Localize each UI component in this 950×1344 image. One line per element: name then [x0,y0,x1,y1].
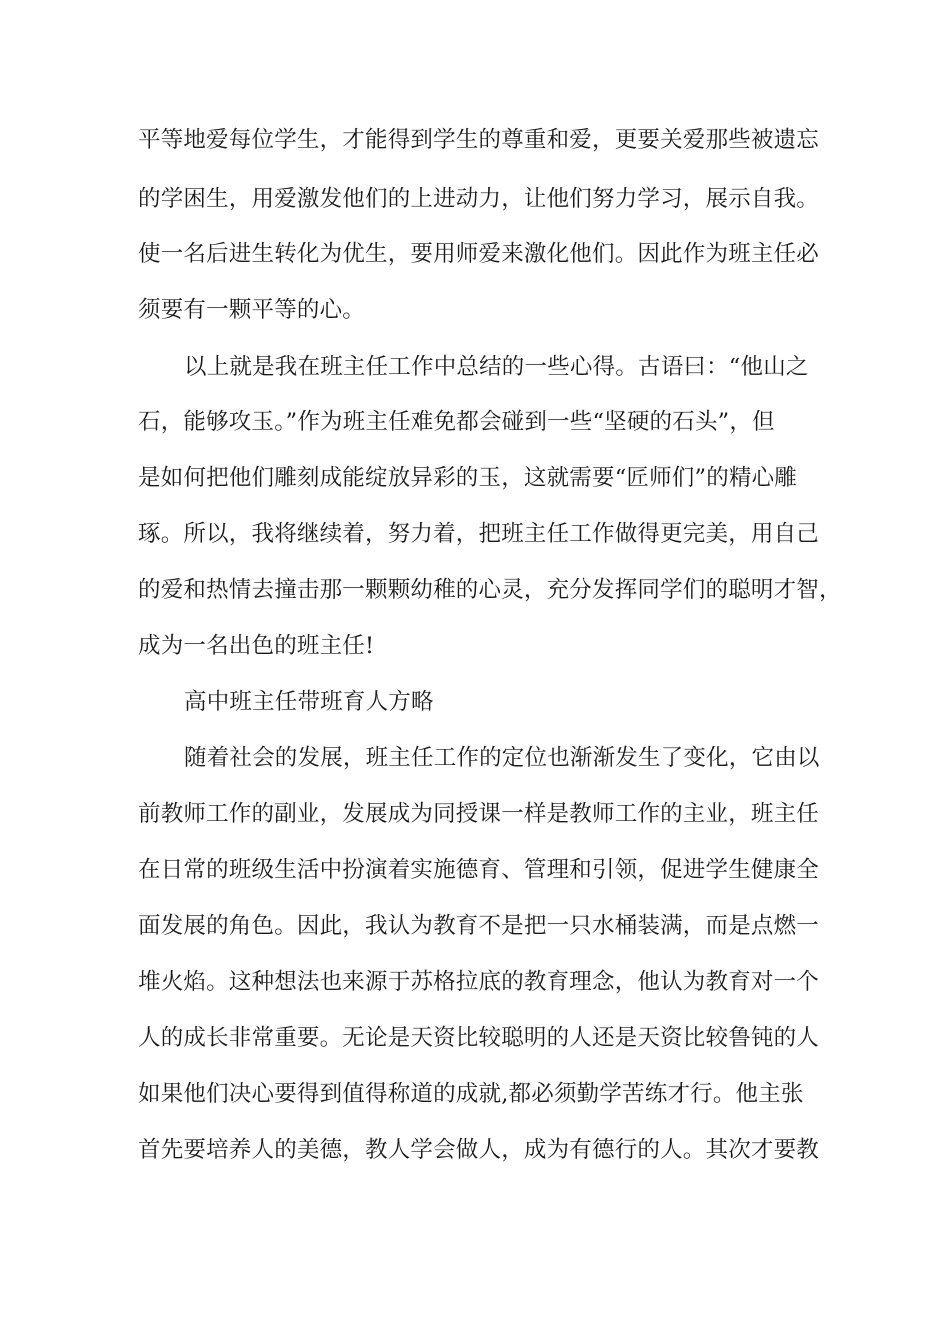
paragraph-first-line: 以上就是我在班主任工作中总结的一些心得。古语曰：“他山之 [184,354,809,380]
text-line: 须要有一颗平等的心。 [138,297,366,323]
text-line: 如果他们决心要得到值得称道的成就,都必须勤学苦练才行。他主张 [138,1081,804,1107]
text-line: 平等地爱每位学生，才能得到学生的尊重和爱，更要关爱那些被遗忘 [138,127,820,153]
text-line: 成为一名出色的班主任! [138,633,375,659]
text-line: 琢。所以，我将继续着，努力着，把班主任工作做得更完美，用自己 [138,521,820,547]
text-line: 面发展的角色。因此，我认为教育不是把一只水桶装满，而是点燃一 [138,913,820,939]
text-line: 首先要培养人的美德，教人学会做人，成为有德行的人。其次才要教 [138,1137,820,1163]
text-line: 在日常的班级生活中扮演着实施德育、管理和引领，促进学生健康全 [138,857,820,883]
text-line: 使一名后进生转化为优生，要用师爱来激化他们。因此作为班主任必 [138,241,820,267]
text-line: 堆火焰。这种想法也来源于苏格拉底的教育理念，他认为教育对一个 [138,969,820,995]
text-line: 的爱和热情去撞击那一颗颗幼稚的心灵，充分发挥同学们的聪明才智， [138,577,842,603]
text-line: 石，能够攻玉。”作为班主任难免都会碰到一些“坚硬的石头”，但 [138,409,775,435]
paragraph-first-line: 随着社会的发展，班主任工作的定位也渐渐发生了变化，它由以 [184,745,820,771]
text-line: 前教师工作的副业，发展成为同授课一样是教师工作的主业，班主任 [138,801,820,827]
text-line: 人的成长非常重要。无论是天资比较聪明的人还是天资比较鲁钝的人 [138,1025,820,1051]
text-line: 的学困生，用爱激发他们的上进动力，让他们努力学习，展示自我。 [138,186,820,212]
section-heading: 高中班主任带班育人方略 [184,689,434,715]
text-line: 是如何把他们雕刻成能绽放异彩的玉，这就需要“匠师们”的精心雕 [138,465,798,491]
